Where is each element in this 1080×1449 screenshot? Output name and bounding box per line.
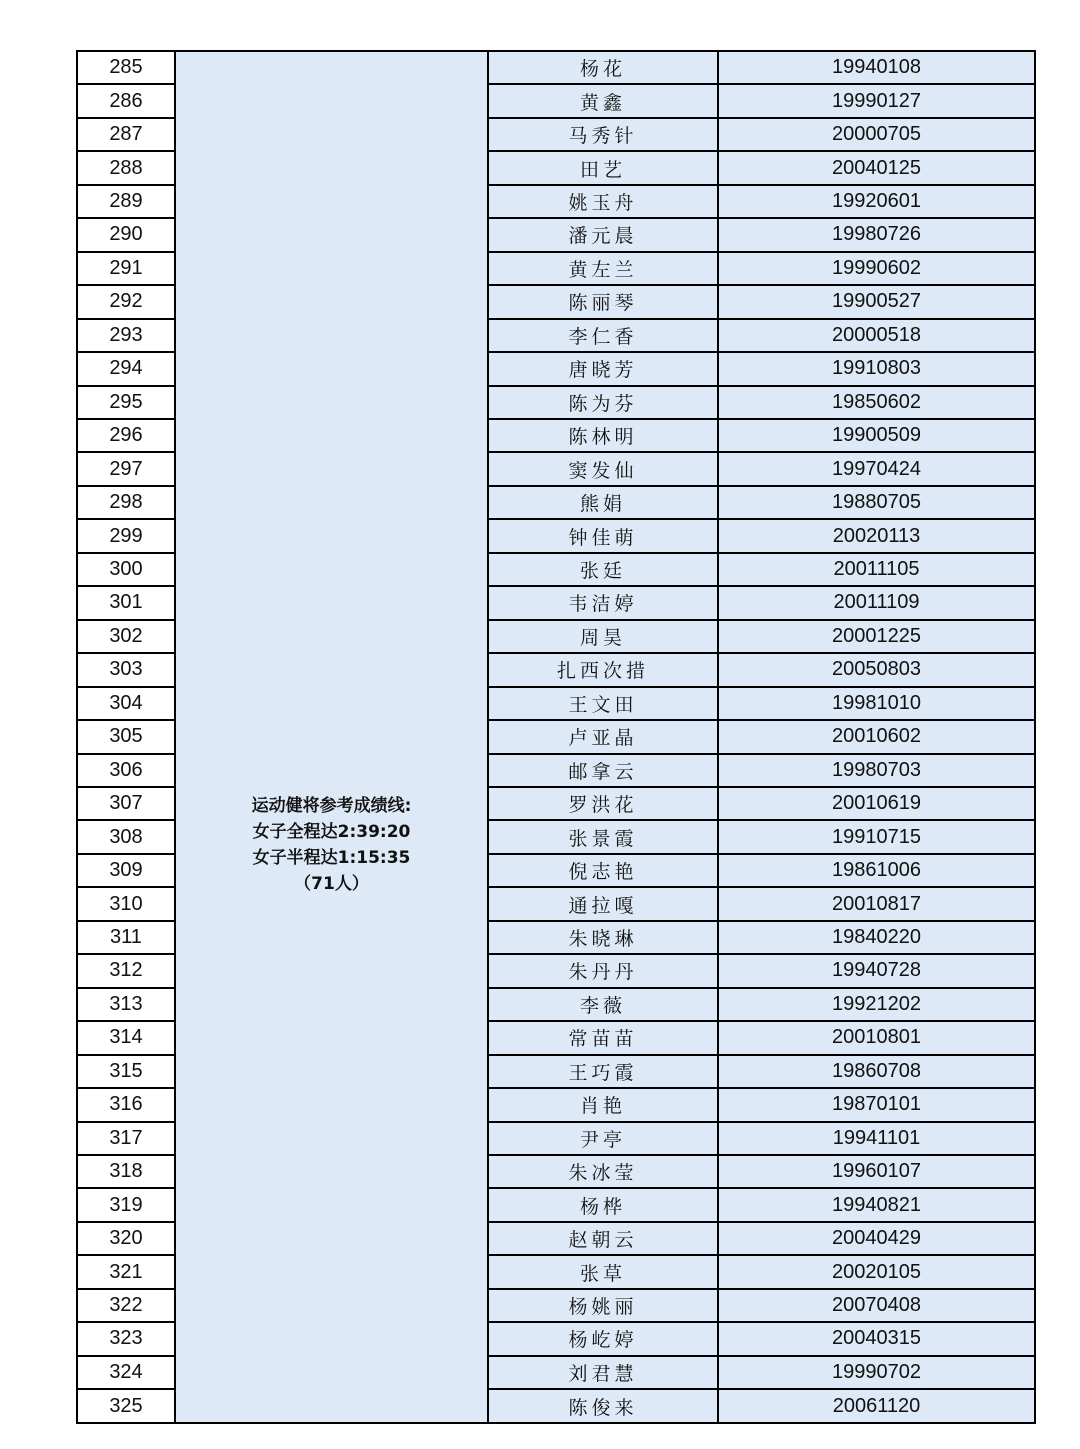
- athlete-name: 李薇: [488, 988, 718, 1021]
- row-number: 314: [77, 1021, 175, 1054]
- athlete-name: 尹亭: [488, 1122, 718, 1155]
- birth-date: 20020105: [718, 1255, 1035, 1288]
- row-number: 291: [77, 252, 175, 285]
- row-number: 286: [77, 84, 175, 117]
- row-number: 287: [77, 118, 175, 151]
- row-number: 307: [77, 787, 175, 820]
- birth-date: 20000518: [718, 319, 1035, 352]
- athlete-name: 李仁香: [488, 319, 718, 352]
- athlete-table: [76, 50, 1036, 1424]
- athlete-name: 张草: [488, 1255, 718, 1288]
- row-number: 306: [77, 754, 175, 787]
- birth-date: 19870101: [718, 1088, 1035, 1121]
- birth-date: 20061120: [718, 1389, 1035, 1423]
- row-number: 308: [77, 820, 175, 853]
- qualification-standard-cell: [175, 51, 488, 1423]
- birth-date: 20050803: [718, 653, 1035, 686]
- birth-date: 19840220: [718, 921, 1035, 954]
- birth-date: 19990602: [718, 252, 1035, 285]
- row-number: 317: [77, 1122, 175, 1155]
- athlete-name: 肖艳: [488, 1088, 718, 1121]
- row-number: 288: [77, 151, 175, 184]
- birth-date: 19900509: [718, 419, 1035, 452]
- athlete-name: 朱丹丹: [488, 954, 718, 987]
- row-number: 299: [77, 519, 175, 552]
- athlete-name: 罗洪花: [488, 787, 718, 820]
- birth-date: 20010817: [718, 887, 1035, 920]
- birth-date: 20001225: [718, 620, 1035, 653]
- athlete-name: 唐晓芳: [488, 352, 718, 385]
- athlete-name: 陈俊来: [488, 1389, 718, 1423]
- athlete-name: 卢亚晶: [488, 720, 718, 753]
- birth-date: 20010602: [718, 720, 1035, 753]
- athlete-name: 倪志艳: [488, 854, 718, 887]
- row-number: 293: [77, 319, 175, 352]
- birth-date: 19900527: [718, 285, 1035, 318]
- birth-date: 19910803: [718, 352, 1035, 385]
- row-number: 310: [77, 887, 175, 920]
- row-number: 300: [77, 553, 175, 586]
- row-number: 321: [77, 1255, 175, 1288]
- athlete-name: 潘元晨: [488, 218, 718, 251]
- athlete-name: 韦洁婷: [488, 586, 718, 619]
- birth-date: 19980726: [718, 218, 1035, 251]
- athlete-name: 杨姚丽: [488, 1289, 718, 1322]
- row-number: 290: [77, 218, 175, 251]
- birth-date: 20020113: [718, 519, 1035, 552]
- birth-date: 19940108: [718, 51, 1035, 84]
- birth-date: 20070408: [718, 1289, 1035, 1322]
- athlete-name: 朱冰莹: [488, 1155, 718, 1188]
- athlete-name: 窦发仙: [488, 452, 718, 485]
- athlete-name: 黄左兰: [488, 252, 718, 285]
- row-number: 303: [77, 653, 175, 686]
- birth-date: 19880705: [718, 486, 1035, 519]
- row-number: 285: [77, 51, 175, 84]
- athlete-name: 赵朝云: [488, 1222, 718, 1255]
- row-number: 323: [77, 1322, 175, 1355]
- row-number: 305: [77, 720, 175, 753]
- athlete-name: 张廷: [488, 553, 718, 586]
- athlete-name: 通拉嘎: [488, 887, 718, 920]
- birth-date: 19960107: [718, 1155, 1035, 1188]
- athlete-name: 扎西次措: [488, 653, 718, 686]
- athlete-name: 王文田: [488, 687, 718, 720]
- row-number: 296: [77, 419, 175, 452]
- row-number: 315: [77, 1055, 175, 1088]
- athlete-table-body: [77, 51, 1035, 1423]
- athlete-name: 陈为芬: [488, 386, 718, 419]
- birth-date: 19910715: [718, 820, 1035, 853]
- row-number: 297: [77, 452, 175, 485]
- birth-date: 20040315: [718, 1322, 1035, 1355]
- athlete-name: 陈林明: [488, 419, 718, 452]
- athlete-name: 刘君慧: [488, 1356, 718, 1389]
- birth-date: 19990127: [718, 84, 1035, 117]
- row-number: 309: [77, 854, 175, 887]
- athlete-name: 邮拿云: [488, 754, 718, 787]
- row-number: 304: [77, 687, 175, 720]
- row-number: 302: [77, 620, 175, 653]
- birth-date: 19920601: [718, 185, 1035, 218]
- athlete-name: 张景霞: [488, 820, 718, 853]
- birth-date: 19850602: [718, 386, 1035, 419]
- row-number: 324: [77, 1356, 175, 1389]
- standard-count: （71人）: [294, 874, 369, 894]
- row-number: 322: [77, 1289, 175, 1322]
- birth-date: 19940821: [718, 1188, 1035, 1221]
- row-number: 294: [77, 352, 175, 385]
- athlete-name: 常苗苗: [488, 1021, 718, 1054]
- athlete-name: 王巧霞: [488, 1055, 718, 1088]
- row-number: 318: [77, 1155, 175, 1188]
- athlete-name: 周昊: [488, 620, 718, 653]
- row-number: 292: [77, 285, 175, 318]
- birth-date: 19970424: [718, 452, 1035, 485]
- row-number: 295: [77, 386, 175, 419]
- standard-full-marathon: 女子全程达2:39:20: [252, 822, 411, 842]
- athlete-name: 杨屹婷: [488, 1322, 718, 1355]
- row-number: 301: [77, 586, 175, 619]
- athlete-name: 熊娟: [488, 486, 718, 519]
- athlete-name: 陈丽琴: [488, 285, 718, 318]
- birth-date: 19921202: [718, 988, 1035, 1021]
- birth-date: 20010619: [718, 787, 1035, 820]
- athlete-name: 姚玉舟: [488, 185, 718, 218]
- row-number: 316: [77, 1088, 175, 1121]
- row-number: 320: [77, 1222, 175, 1255]
- birth-date: 20000705: [718, 118, 1035, 151]
- row-number: 289: [77, 185, 175, 218]
- row-number: 319: [77, 1188, 175, 1221]
- row-number: 313: [77, 988, 175, 1021]
- standard-title: 运动健将参考成绩线:: [251, 796, 412, 816]
- birth-date: 19860708: [718, 1055, 1035, 1088]
- table-row: [77, 51, 1035, 84]
- birth-date: 20010801: [718, 1021, 1035, 1054]
- birth-date: 20011105: [718, 553, 1035, 586]
- birth-date: 20040125: [718, 151, 1035, 184]
- birth-date: 19990702: [718, 1356, 1035, 1389]
- birth-date: 20011109: [718, 586, 1035, 619]
- birth-date: 20040429: [718, 1222, 1035, 1255]
- row-number: 298: [77, 486, 175, 519]
- athlete-name: 马秀针: [488, 118, 718, 151]
- birth-date: 19861006: [718, 854, 1035, 887]
- athlete-name: 杨桦: [488, 1188, 718, 1221]
- birth-date: 19981010: [718, 687, 1035, 720]
- athlete-name: 田艺: [488, 151, 718, 184]
- athlete-name: 杨花: [488, 51, 718, 84]
- athlete-name: 朱晓琳: [488, 921, 718, 954]
- athlete-name: 黄鑫: [488, 84, 718, 117]
- birth-date: 19941101: [718, 1122, 1035, 1155]
- standard-half-marathon: 女子半程达1:15:35: [252, 848, 411, 868]
- row-number: 312: [77, 954, 175, 987]
- athlete-name: 钟佳萌: [488, 519, 718, 552]
- row-number: 311: [77, 921, 175, 954]
- birth-date: 19980703: [718, 754, 1035, 787]
- row-number: 325: [77, 1389, 175, 1423]
- birth-date: 19940728: [718, 954, 1035, 987]
